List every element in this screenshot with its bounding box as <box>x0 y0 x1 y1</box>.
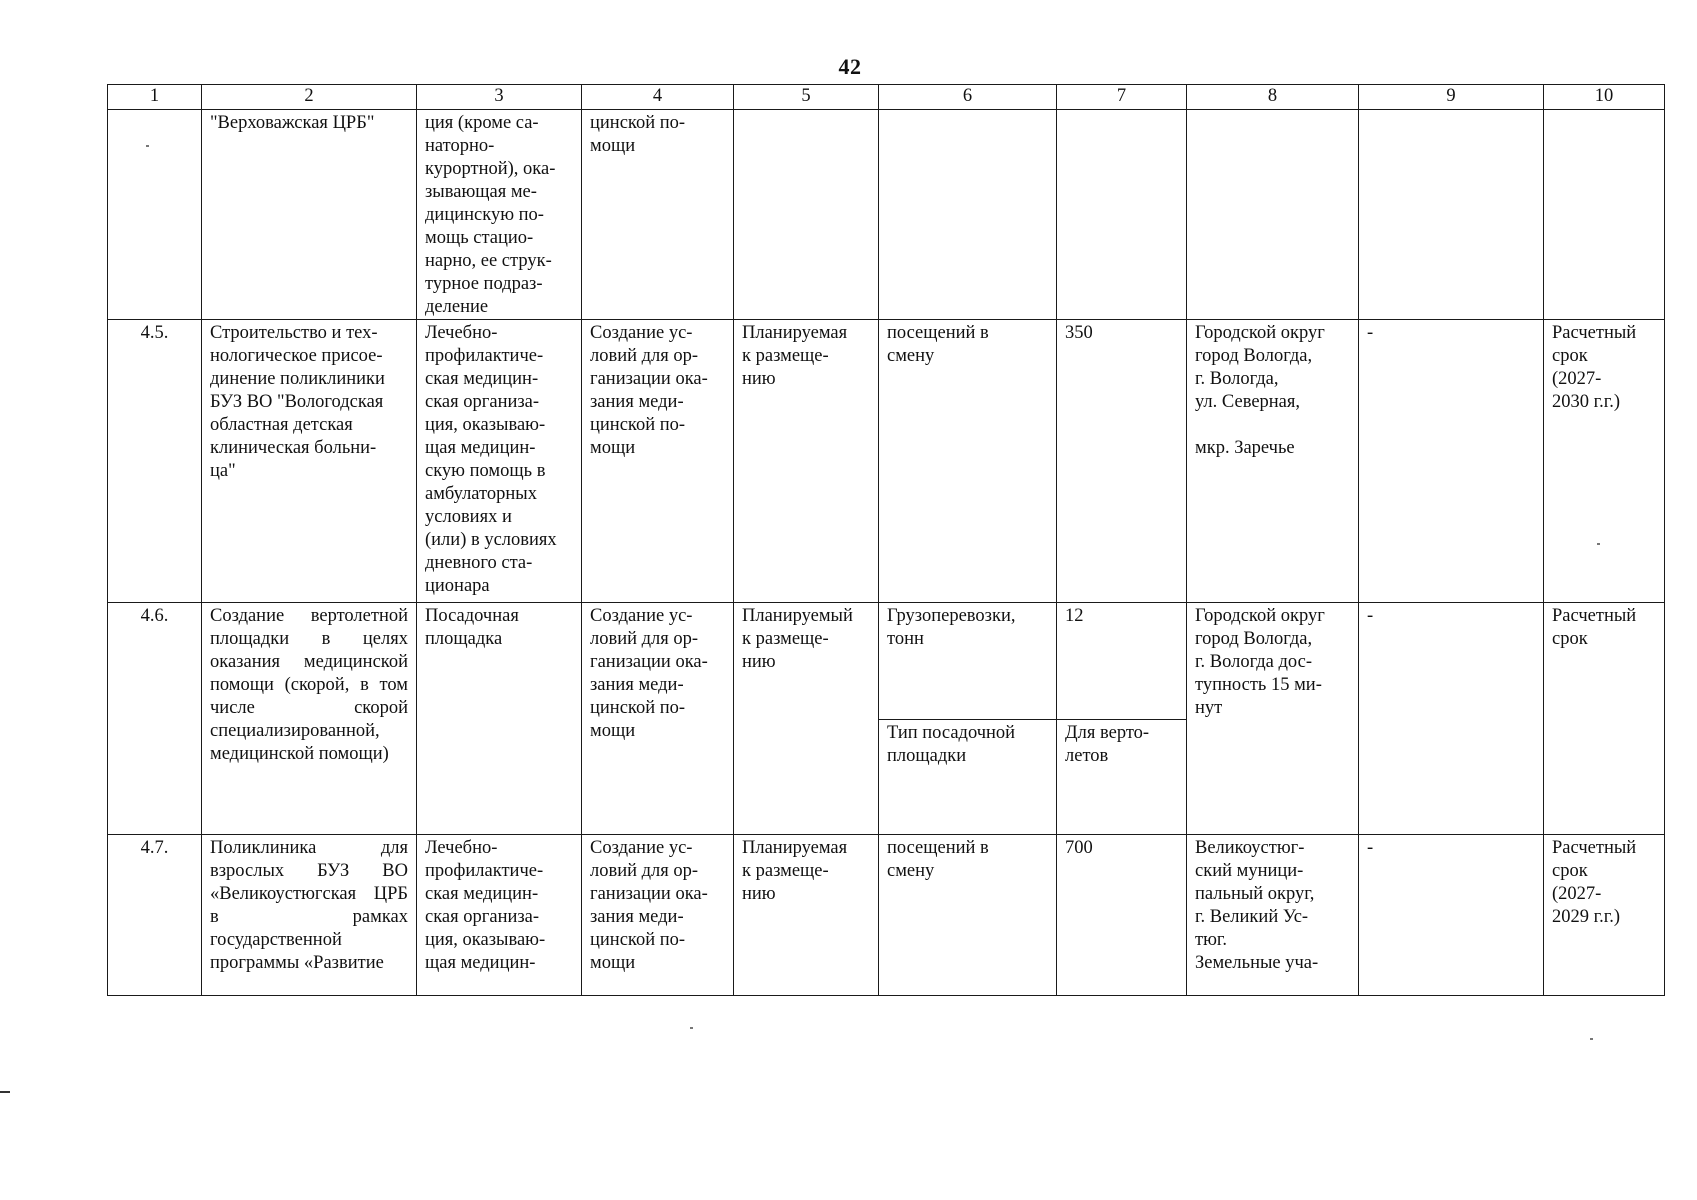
object-type-cell: Лечебно- профилактиче- ская медицин- ская организа- ция, оказываю- щая медицин- <box>417 835 582 996</box>
column-header: 8 <box>1187 85 1359 110</box>
term-cell: Расчетный срок (2027- 2029 г.г.) <box>1544 835 1665 996</box>
scan-speck <box>1590 1038 1593 1040</box>
zone-cell: - <box>1359 835 1544 996</box>
value-cell: 12 <box>1057 603 1187 720</box>
object-name-cell: Создание вертолетной площадки в целях оказания медицинской помощи (скорой, в том числе скорой специализированной, медицинской помощи) <box>202 603 417 835</box>
object-name-cell: Поликлиника для взрослых БУЗ ВО «Великоустюгская ЦРБ в рамках государственной программы «Развитие <box>202 835 417 996</box>
status-cell: Планируемый к размеще- нию <box>734 603 879 835</box>
column-header: 6 <box>879 85 1057 110</box>
table-row-4-5 <box>108 320 1665 603</box>
location-cell: Великоустюг- ский муници- пальный округ, г. Великий Ус- тюг. Земельные уча- <box>1187 835 1359 996</box>
row-number-cell: 4.6. <box>108 603 202 835</box>
location-cell: Городской округ город Вологда, г. Вологда дос- тупность 15 ми- нут <box>1187 603 1359 835</box>
table-row-4-6 <box>108 603 1665 720</box>
column-header: 1 <box>108 85 202 110</box>
object-type-cell: ция (кроме са- наторно- курортной), ока- зывающая ме- дицинскую по- мощь стацио- нарно, ее струк- турное подраз- деление <box>417 110 582 320</box>
column-header: 7 <box>1057 85 1187 110</box>
purpose-cell: цинской по- мощи <box>582 110 734 320</box>
row-number-cell <box>108 110 202 320</box>
term-cell: Расчетный срок <box>1544 603 1665 835</box>
infrastructure-table <box>107 84 1665 996</box>
column-header: 10 <box>1544 85 1665 110</box>
column-header: 5 <box>734 85 879 110</box>
characteristic-cell: посещений в смену <box>879 320 1057 603</box>
object-type-cell: Посадочная площадка <box>417 603 582 835</box>
zone-cell: - <box>1359 603 1544 835</box>
status-cell <box>734 110 879 320</box>
term-cell <box>1544 110 1665 320</box>
scan-speck <box>1597 543 1600 545</box>
scan-speck <box>690 1027 693 1029</box>
column-header: 2 <box>202 85 417 110</box>
term-cell: Расчетный срок (2027- 2030 г.г.) <box>1544 320 1665 603</box>
column-header: 4 <box>582 85 734 110</box>
characteristic-cell: посещений в смену <box>879 835 1057 996</box>
characteristic-cell: Тип посадочной площадки <box>879 720 1057 835</box>
table-row-4-7 <box>108 835 1665 996</box>
row-number-cell: 4.7. <box>108 835 202 996</box>
scan-edge-mark <box>0 1091 10 1093</box>
column-header: 3 <box>417 85 582 110</box>
column-header: 9 <box>1359 85 1544 110</box>
page-number: 42 <box>838 54 862 79</box>
status-cell: Планируемая к размеще- нию <box>734 835 879 996</box>
row-number-cell: 4.5. <box>108 320 202 603</box>
zone-cell: - <box>1359 320 1544 603</box>
object-type-cell: Лечебно- профилактиче- ская медицин- ская организа- ция, оказываю- щая медицин- скую помощь в амбулаторных условиях и (или) в условиях дневного ста- ционара <box>417 320 582 603</box>
value-cell <box>1057 110 1187 320</box>
table-header-row <box>108 85 1665 110</box>
table-row-continued <box>108 110 1665 320</box>
location-cell <box>1187 110 1359 320</box>
scan-speck <box>146 145 149 147</box>
location-cell: Городской округ город Вологда, г. Вологда, ул. Северная, мкр. Заречье <box>1187 320 1359 603</box>
object-name-cell: Строительство и тех- нологическое присое- динение поликлиники БУЗ ВО "Вологодская областная детская клиническая больни- ца" <box>202 320 417 603</box>
value-cell: Для верто- летов <box>1057 720 1187 835</box>
purpose-cell: Создание ус- ловий для ор- ганизации ока- зания меди- цинской по- мощи <box>582 603 734 835</box>
status-cell: Планируемая к размеще- нию <box>734 320 879 603</box>
purpose-cell: Создание ус- ловий для ор- ганизации ока- зания меди- цинской по- мощи <box>582 835 734 996</box>
zone-cell <box>1359 110 1544 320</box>
purpose-cell: Создание ус- ловий для ор- ганизации ока- зания меди- цинской по- мощи <box>582 320 734 603</box>
value-cell: 700 <box>1057 835 1187 996</box>
value-cell: 350 <box>1057 320 1187 603</box>
characteristic-cell <box>879 110 1057 320</box>
object-name-cell: "Верховажская ЦРБ" <box>202 110 417 320</box>
characteristic-cell: Грузоперевозки, тонн <box>879 603 1057 720</box>
